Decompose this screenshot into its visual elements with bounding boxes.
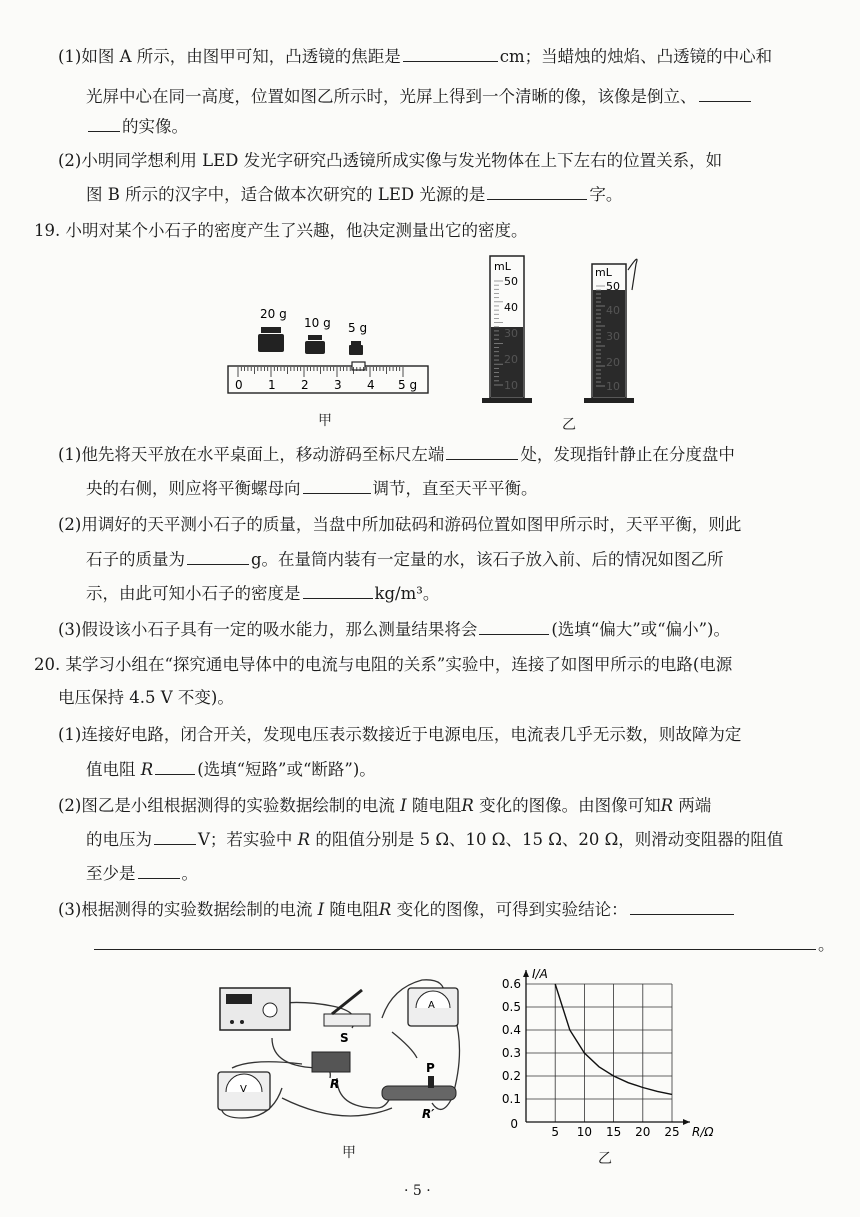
y-tick-label: 0.4 [501,1023,521,1037]
y-tick-label: 0.6 [501,977,521,991]
var-R: R [461,796,474,815]
q19-p2-text-e: kg/m³。 [374,584,440,603]
q19-p2-text-d: 示，由此可知小石子的密度是 [86,584,301,603]
svg-text:10 g: 10 g [304,316,331,330]
q20-p3-text-a: (3)根据测得的实验数据绘制的电流 [58,900,313,919]
circuit-figure [212,968,472,1148]
svg-text:50: 50 [606,280,620,293]
svg-text:10: 10 [504,379,518,392]
q19-p1-text-b: 处，发现指针静止在分度盘中 [520,445,735,464]
answer-blank [303,584,373,599]
fig-yi-label-q19: 乙 [562,417,576,433]
q20-part2-line2 [86,829,783,851]
q18-p1-text-d: 的实像。 [122,117,188,136]
voltmeter [218,1072,270,1110]
svg-text:mL: mL [494,260,511,273]
q20-stem-text-a: 20. 某学习小组在“探究通电导体中的电流与电阻的关系”实验中，连接了如图甲所示的电路(电源 [34,655,733,674]
q20-p2-text-d: 两端 [678,796,712,815]
balance-ruler [228,362,428,393]
svg-text:5 g: 5 g [398,378,418,392]
svg-text:R′: R′ [422,1107,435,1121]
rheostat [382,1061,456,1121]
svg-text:0: 0 [235,378,243,392]
q18-p2-text-b: 图 B 所示的汉字中，适合做本次研究的 LED 光源的是 [86,185,486,204]
origin-label: 0 [510,1117,518,1131]
x-tick-label: 25 [664,1125,680,1139]
fig-jia-label-q20: 甲 [342,1145,356,1161]
q20-part3-line1 [58,899,736,921]
q19-part2-line1 [58,514,741,536]
q18-part1-line3 [86,116,188,138]
q19-part3 [58,619,730,641]
var-R: R [140,760,154,779]
y-tick-label: 0.1 [501,1092,521,1106]
q19-p1-text-c: 央的右侧，则应将平衡螺母向 [86,479,301,498]
q20-p3-end: 。 [818,935,835,954]
q18-p1-text-b: cm；当蜡烛的烛焰、凸透镜的中心和 [499,47,773,66]
ammeter [408,988,458,1026]
q20-p2-text-c: 变化的图像。由图像可知 [479,796,661,815]
y-axis-label: I/A [532,967,548,981]
svg-text:R: R [330,1077,340,1091]
svg-text:20: 20 [504,353,518,366]
answer-blank [630,900,734,915]
fig-jia-label-q19: 甲 [318,413,332,429]
q20-p1-text-c: (选填“短路”或“断路”)。 [197,760,376,779]
var-I: I [400,796,407,815]
q20-p1-text-a: (1)连接好电路，闭合开关，发现电压表示数接近于电源电压，电流表几乎无示数，则故障为定 [58,725,742,744]
svg-text:50: 50 [504,275,518,288]
page-number: · 5 · [404,1183,431,1199]
cylinder-after [584,259,637,403]
q19-p3-text-b: (选填“偏大”或“偏小”)。 [551,620,730,639]
q18-part2-line1 [58,150,722,172]
answer-blank [138,864,180,879]
answer-blank [303,479,371,494]
q18-part2-line2 [86,184,622,206]
cylinder-before [482,256,532,403]
power-supply [220,988,290,1030]
q19-part1-line1 [58,444,735,466]
fig-yi-label-q20: 乙 [598,1151,612,1167]
thread [628,259,637,290]
q19-p2-text-a: (2)用调好的天平测小石子的质量，当盘中所加砝码和游码位置如图甲所示时，天平平衡，则此 [58,515,742,534]
y-tick-label: 0.2 [501,1069,521,1083]
q20-p2-text-i: 。 [181,864,198,883]
answer-blank [403,47,498,62]
x-tick-label: 15 [605,1125,622,1139]
q20-part3-line2 [92,934,835,956]
y-tick-label: 0.5 [501,1000,521,1014]
q20-part2-line1 [58,795,711,817]
answer-blank [187,550,249,565]
resistor-R [312,1052,350,1091]
x-tick-label: 10 [576,1125,593,1139]
q20-part1-line1 [58,724,741,746]
q20-p2-text-h: 至少是 [86,864,136,883]
q19-part2-line3 [86,583,439,605]
q18-p1-text-a: (1)如图 A 所示，由图甲可知，凸透镜的焦距是 [58,47,401,66]
current-resistance-chart [490,962,714,1148]
svg-text:30: 30 [606,330,620,343]
svg-text:20: 20 [606,356,620,369]
switch-S [324,990,370,1045]
q20-p3-text-b: 随电阻 [329,900,379,919]
q19-stem-text: 19. 小明对某个小石子的密度产生了兴趣，他决定测量出它的密度。 [34,221,528,240]
answer-blank [88,117,120,132]
q19-p2-text-b: 石子的质量为 [86,550,185,569]
svg-text:1: 1 [268,378,276,392]
q20-p2-text-g: 的阻值分别是 5 Ω、10 Ω、15 Ω、20 Ω，则滑动变阻器的阻值 [315,830,784,849]
answer-blank [446,445,518,460]
q19-stem [34,220,528,242]
var-R: R [378,900,392,919]
weight-5g [348,321,367,355]
q18-p1-text-c: 光屏中心在同一高度，位置如图乙所示时，光屏上得到一个清晰的像，该像是倒立、 [86,87,697,106]
q20-p1-text-b: 值电阻 [86,760,136,779]
q20-p2-text-a: (2)图乙是小组根据测得的实验数据绘制的电流 [58,796,395,815]
svg-text:5 g: 5 g [348,321,368,335]
q20-p2-text-b: 随电阻 [411,796,462,815]
var-I: I [317,900,325,919]
q19-part2-line2 [86,549,724,571]
q19-p1-text-d: 调节，直至天平平衡。 [372,479,538,498]
answer-blank [154,830,196,845]
y-axis-arrow [523,970,529,977]
q20-p2-text-e: 的电压为 [86,830,152,849]
q20-stem-line2 [58,687,234,709]
var-R: R [297,830,311,849]
q20-part1-line2 [86,759,376,781]
svg-text:mL: mL [595,266,612,279]
svg-text:3: 3 [334,378,342,392]
svg-text:4: 4 [367,378,375,392]
balance-figure [220,255,440,405]
svg-text:10: 10 [606,380,620,393]
answer-blank [479,620,549,635]
svg-text:30: 30 [504,327,518,340]
q19-p3-text-a: (3)假设该小石子具有一定的吸水能力，那么测量结果将会 [58,620,478,639]
svg-text:40: 40 [606,304,620,317]
weight-10g [304,316,331,354]
q20-p2-text-f: V；若实验中 [198,830,293,849]
q18-part1-line2 [86,86,753,108]
cylinders-figure [480,250,660,410]
x-axis-label: R/Ω [692,1125,714,1139]
q20-stem-line1 [34,654,732,676]
svg-text:P: P [426,1061,435,1075]
x-axis-arrow [683,1119,690,1125]
x-tick-label: 20 [635,1125,651,1139]
x-tick-label: 5 [551,1125,560,1139]
svg-text:S: S [340,1031,349,1045]
var-R: R [660,796,674,815]
q19-part1-line2 [86,478,538,500]
answer-blank [699,87,751,102]
answer-blank-long [94,935,816,950]
svg-text:V: V [240,1084,247,1095]
svg-text:A: A [428,1000,435,1011]
y-tick-label: 0.3 [501,1046,521,1060]
answer-blank [155,760,195,775]
svg-text:20 g: 20 g [260,307,287,321]
svg-text:2: 2 [301,378,309,392]
q18-p2-text-c: 字。 [589,185,623,204]
q18-part1-line1 [58,46,772,68]
answer-blank [487,185,587,200]
q20-part2-line3 [86,863,198,885]
svg-text:40: 40 [504,301,518,314]
q20-stem-text-b: 电压保持 4.5 V 不变)。 [58,688,234,707]
q18-p2-text-a: (2)小明同学想利用 LED 发光字研究凸透镜所成实像与发光物体在上下左右的位置关系，如 [58,151,723,170]
q19-p1-text-a: (1)他先将天平放在水平桌面上，移动游码至标尺左端 [58,445,445,464]
q19-p2-text-c: g。在量筒内装有一定量的水，该石子放入前、后的情况如图乙所 [251,550,724,569]
q20-p3-text-c: 变化的图像，可得到实验结论： [396,900,628,919]
weight-20g [258,307,287,352]
